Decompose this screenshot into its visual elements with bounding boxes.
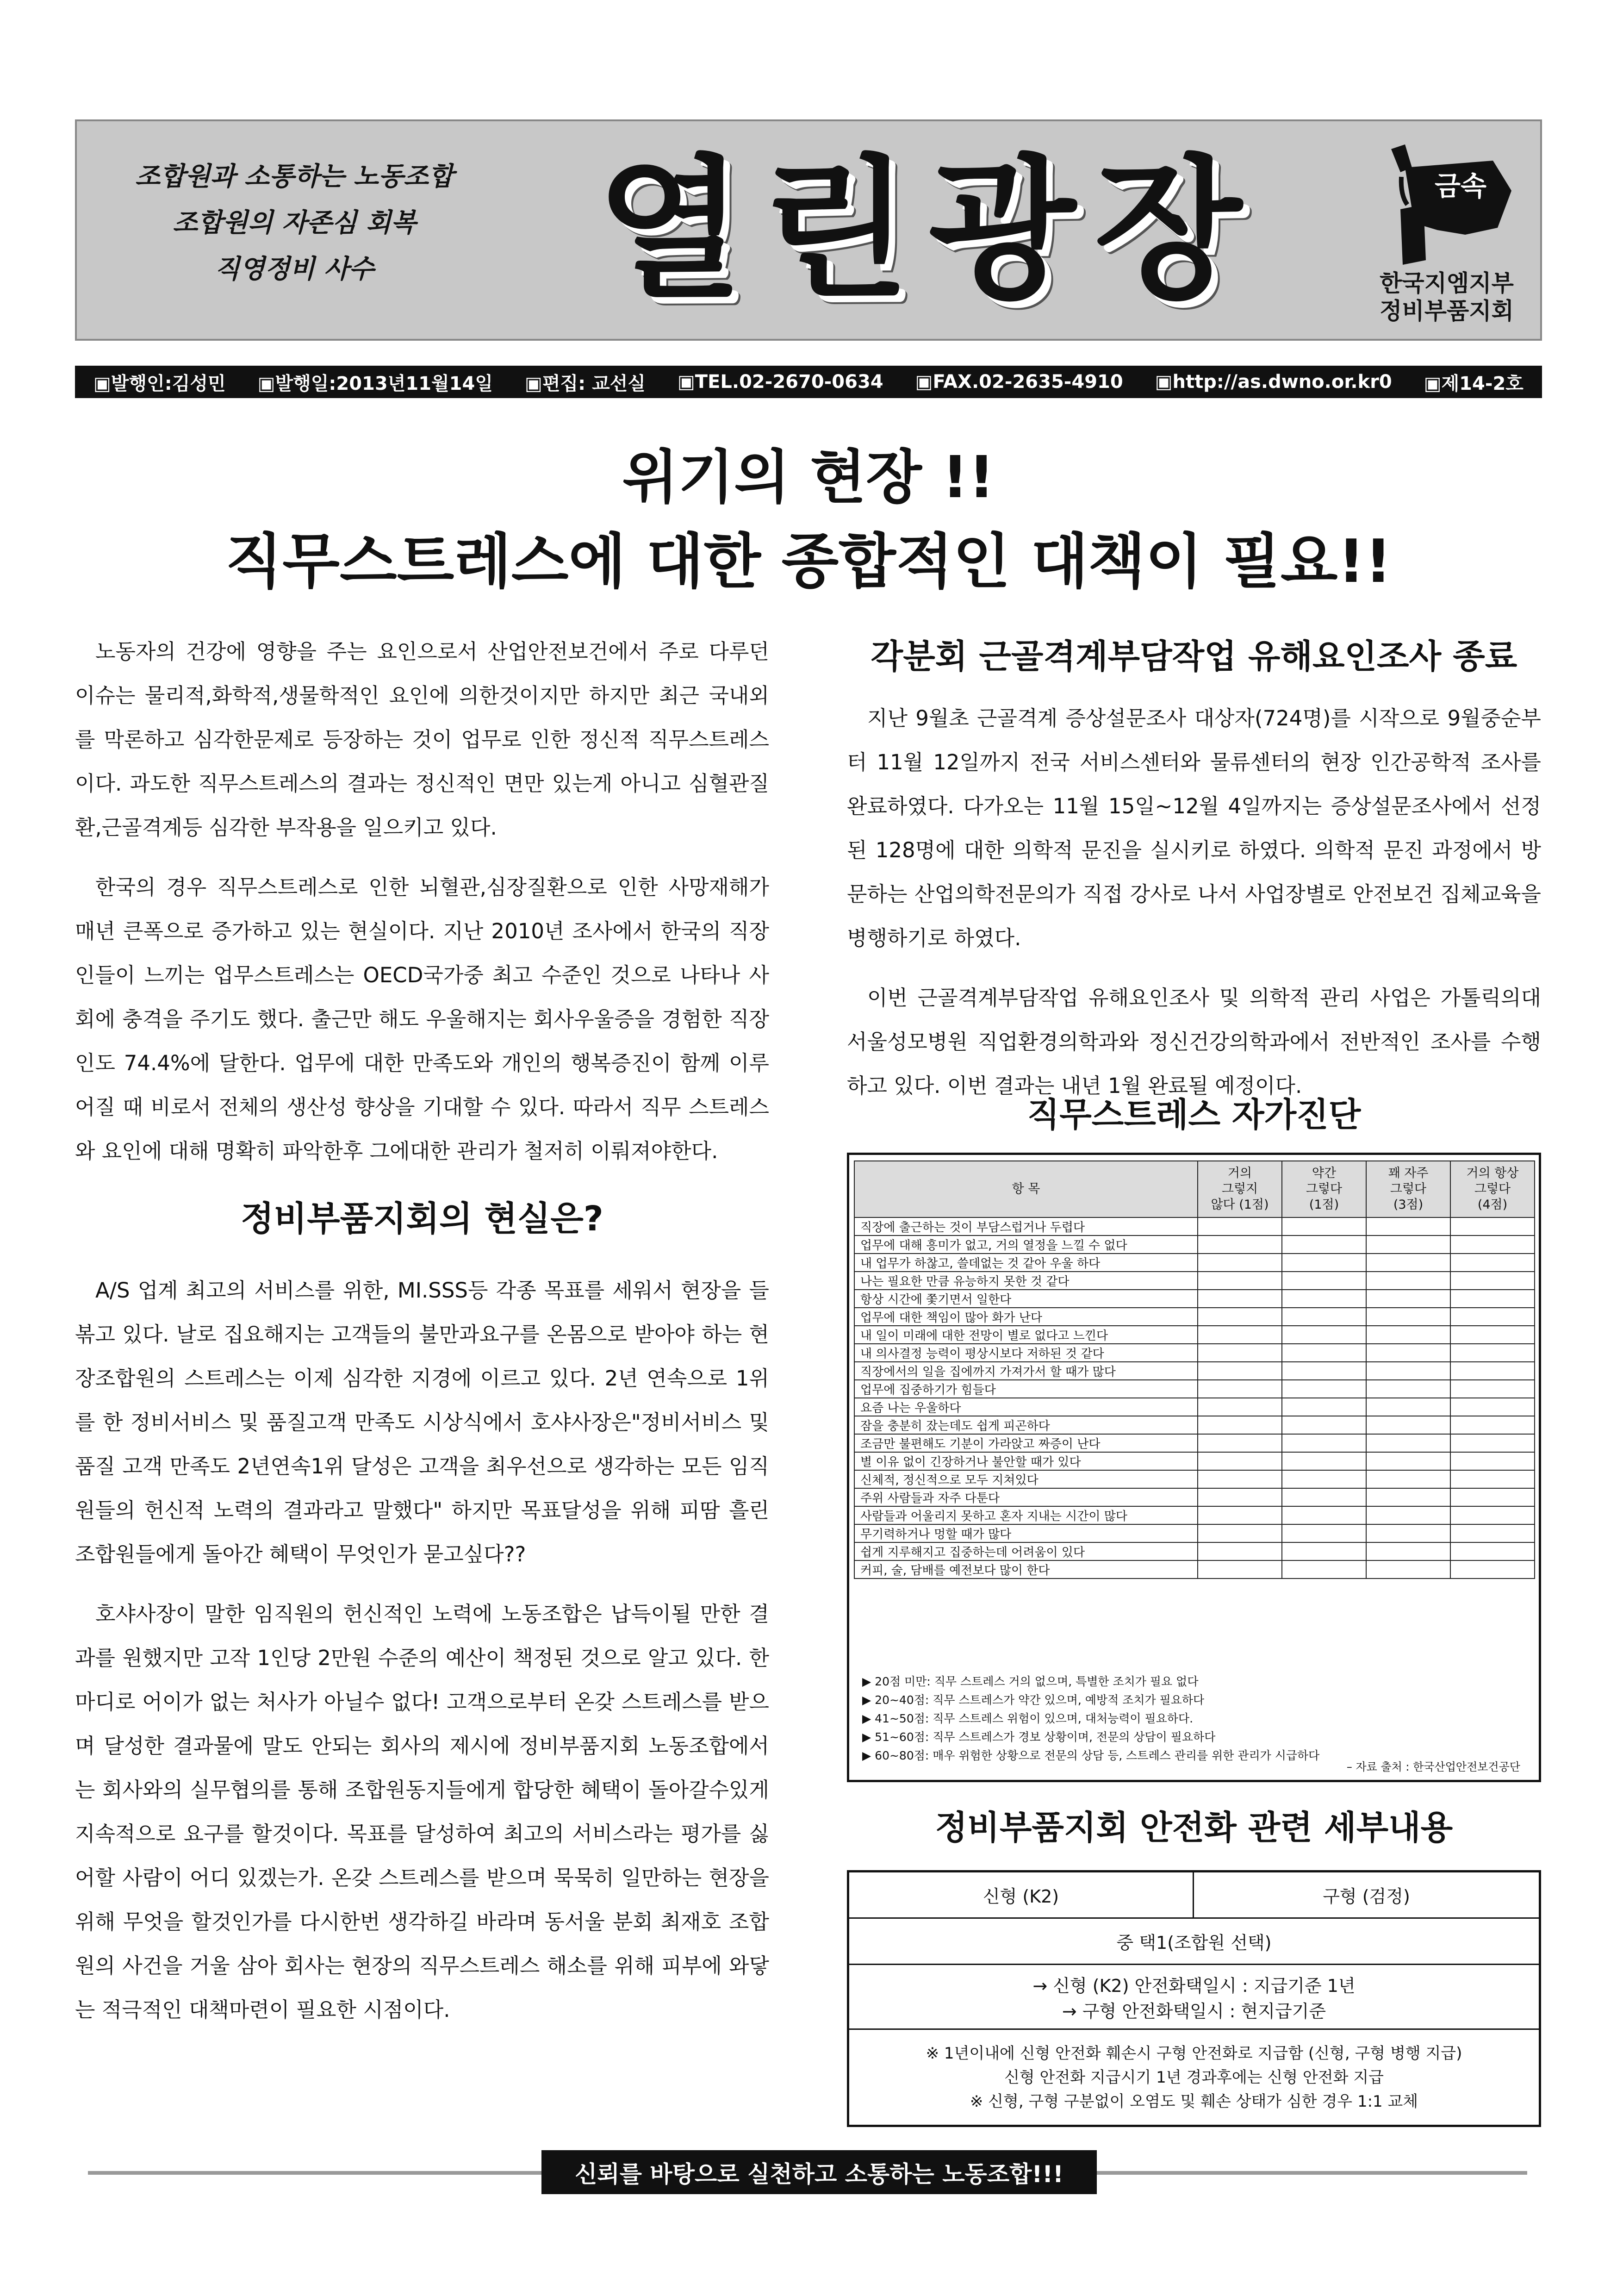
score-cell-3[interactable]: [1366, 1488, 1450, 1506]
shoes-notes-row: [849, 2030, 1539, 2125]
table-row: [854, 1398, 1535, 1416]
score-cell-2[interactable]: [1282, 1308, 1366, 1326]
table-row: [854, 1380, 1535, 1398]
score-cell-1[interactable]: [1198, 1542, 1282, 1560]
table-row: [854, 1488, 1535, 1506]
score-cell-4[interactable]: [1450, 1434, 1535, 1452]
header-item: 항 목: [854, 1161, 1198, 1217]
choice-cell: 중 택1(조합원 선택): [1116, 1933, 1272, 1953]
arrow-line-2: → 구형 안전화택일시 : 현지급기준: [1062, 2001, 1326, 2021]
score-cell-4[interactable]: [1450, 1506, 1535, 1524]
score-cell-3[interactable]: [1366, 1398, 1450, 1416]
diagnosis-item: 업무에 대해 흥미가 없고, 거의 열정을 느낄 수 없다: [854, 1235, 1198, 1254]
score-cell-4[interactable]: [1450, 1398, 1535, 1416]
score-cell-3[interactable]: [1366, 1235, 1450, 1254]
score-cell-4[interactable]: [1450, 1560, 1535, 1578]
score-cell-4[interactable]: [1450, 1416, 1535, 1434]
org-name-line2: 정비부품지회: [1380, 298, 1514, 324]
diagnosis-item: 신체적, 정신적으로 모두 지쳐있다: [854, 1470, 1198, 1488]
score-cell-4[interactable]: [1450, 1235, 1535, 1254]
score-cell-3[interactable]: [1366, 1434, 1450, 1452]
score-cell-1[interactable]: [1198, 1290, 1282, 1308]
score-cell-3[interactable]: [1366, 1344, 1450, 1362]
score-cell-4[interactable]: [1450, 1308, 1535, 1326]
score-cell-3[interactable]: [1366, 1290, 1450, 1308]
score-cell-1[interactable]: [1198, 1235, 1282, 1254]
masthead-slogans: [118, 154, 470, 293]
score-cell-4[interactable]: [1450, 1362, 1535, 1380]
score-cell-1[interactable]: [1198, 1254, 1282, 1272]
score-cell-1[interactable]: [1198, 1344, 1282, 1362]
data-source: – 자료 출처 : 한국산업안전보건공단: [1346, 1760, 1520, 1773]
score-cell-2[interactable]: [1282, 1272, 1366, 1290]
table-row: [854, 1235, 1535, 1254]
score-cell-4[interactable]: [1450, 1344, 1535, 1362]
table-row: [854, 1542, 1535, 1560]
diagnosis-item: 사람들과 어울리지 못하고 혼자 지내는 시간이 많다: [854, 1506, 1198, 1524]
old-type-cell: 구형 (검정): [1323, 1886, 1410, 1907]
score-cell-3[interactable]: [1366, 1542, 1450, 1560]
score-note: ▶ 51~60점: 직무 스트레스가 경보 상황이며, 전문의 상담이 필요하다: [862, 1730, 1216, 1744]
score-cell-2[interactable]: [1282, 1434, 1366, 1452]
score-cell-4[interactable]: [1450, 1542, 1535, 1560]
score-note: ▶ 20점 미만: 직무 스트레스 거의 없으며, 특별한 조치가 필요 없다: [862, 1675, 1199, 1688]
left-column: [75, 630, 769, 2047]
right-heading-safety-shoes: 정비부품지회 안전화 관련 세부내용: [935, 1808, 1453, 1847]
editor: ▣편집: 교선실: [525, 373, 646, 394]
left-paragraph-4: 호샤사장이 말한 임직원의 헌신적인 노력에 노동조합은 납득이될 만한 결과를 원했지만 고작 1인당 2만원 수준의 예산이 책정된 것으로 알고 있다. 한마디로 어이가 없는 처사가 아닐수 없다! 고객으로부터 온갖 스트레스를 받으며 달성한 결과물에 말도 안되는 회사의 제시에 정비부품지회 노동조합에서는 회사와의 실무협의를 통해 조합원동지들에게 합당한 혜택이 돌아갈수있게 지속적으로 요구를 할것이다. 목표를 달성하여 최고의 서비스라는 평가를 싫어할 사람이 어디 있겠는가. 온갖 스트레스를 받으며 묵묵히 일만하는 현장을 위해 무엇을 할것인가를 다시한번 생각하길 바라며 동서울 분회 최재호 조합원의 사건을 거울 삼아 회사는 현장의 직무스트레스 해소를 위해 피부에 와닿는 적극적인 대책마련이 필요한 시점이다.: [75, 1602, 770, 2022]
table-row: [854, 1452, 1535, 1470]
diagnosis-item: 업무에 집중하기가 힘들다: [854, 1380, 1198, 1398]
score-cell-2[interactable]: [1282, 1380, 1366, 1398]
score-cell-4[interactable]: [1450, 1470, 1535, 1488]
headline-line2: 직무스트레스에 대한 종합적인 대책이 필요!!: [225, 527, 1392, 596]
header-score-2: 약간 그렇다 (1점): [1282, 1161, 1366, 1217]
diagnosis-item: 무기력하거나 멍할 때가 많다: [854, 1524, 1198, 1542]
footer-slogan: 신뢰를 바탕으로 실천하고 소통하는 노동조합!!!: [541, 2150, 1097, 2194]
telephone: ▣TEL.02-2670-0634: [678, 371, 883, 393]
score-cell-1[interactable]: [1198, 1416, 1282, 1434]
diagnosis-item: 내 일이 미래에 대한 전망이 별로 없다고 느낀다: [854, 1326, 1198, 1344]
website-link[interactable]: ▣http://as.dwno.or.kr0: [1155, 371, 1392, 393]
table-row: [854, 1506, 1535, 1524]
score-cell-2[interactable]: [1282, 1560, 1366, 1578]
score-cell-1[interactable]: [1198, 1326, 1282, 1344]
header-score-4: 거의 항상 그렇다 (4점): [1450, 1161, 1535, 1217]
diagnosis-item: 요즘 나는 우울하다: [854, 1398, 1198, 1416]
table-row: [854, 1560, 1535, 1578]
score-cell-2[interactable]: [1282, 1235, 1366, 1254]
table-row: [854, 1362, 1535, 1380]
table-row: [854, 1308, 1535, 1326]
score-cell-2[interactable]: [1282, 1326, 1366, 1344]
score-note: ▶ 41~50점: 직무 스트레스 위험이 있으며, 대처능력이 필요하다.: [862, 1712, 1194, 1725]
diagnosis-item: 주위 사람들과 자주 다툰다: [854, 1488, 1198, 1506]
score-cell-3[interactable]: [1366, 1362, 1450, 1380]
score-note: ▶ 20~40점: 직무 스트레스가 약간 있으며, 예방적 조치가 필요하다: [862, 1693, 1205, 1707]
table-row: [854, 1254, 1535, 1272]
right-paragraph-1: 지난 9월초 근골격계 증상설문조사 대상자(724명)를 시작으로 9월중순부터 11월 12일까지 전국 서비스센터와 물류센터의 현장 인간공학적 조사를 완료하였다. 다가오는 11월 15일~12월 4일까지는 증상설문조사에서 선정된 128명에 대한 의학적 문진을 실시키로 하였다. 의학적 문진 과정에서 방문하는 산업의학전문의가 직접 강사로 나서 사업장별로 안전보건 집체교육을 병행하기로 하였다.: [847, 706, 1541, 950]
slogan-1: 조합원과 소통하는 노동조합: [135, 162, 454, 192]
org-name-line1: 한국지엠지부: [1380, 270, 1514, 297]
new-type-cell: 신형 (K2): [849, 1872, 1194, 1917]
score-cell-3[interactable]: [1366, 1506, 1450, 1524]
shoes-choice-row: [849, 1919, 1539, 1965]
diagnosis-item: 업무에 대한 책임이 많아 화가 난다: [854, 1308, 1198, 1326]
left-paragraph-3: A/S 업계 최고의 서비스를 위한, MI.SSS등 각종 목표를 세워서 현장을 들볶고 있다. 날로 집요해지는 고객들의 불만과요구를 온몸으로 받아야 하는 현장조합원의 스트레스는 이제 심각한 지경에 이르고 있다. 2년 연속으로 1위를 한 정비서비스 및 품질고객 만족도 시상식에서 호샤사장은"정비서비스 및 품질 고객 만족도 2년연속1위 달성은 고객을 최우선으로 생각하는 모든 임직원들의 헌신적 노력의 결과라고 말했다" 하지만 목표달성을 위해 피땀 흘린 조합원들에게 돌아간 혜택이 무엇인가 묻고싶다??: [75, 1278, 769, 1566]
newsletter-title: 열린광장: [596, 141, 1261, 319]
arrow-line-1: → 신형 (K2) 안전화택일시 : 지급기준 1년: [1032, 1975, 1356, 1996]
header-score-3: 꽤 자주 그렇다 (3점): [1366, 1161, 1450, 1217]
header-score-1: 거의 그렇지 않다 (1점): [1198, 1161, 1282, 1217]
score-cell-2[interactable]: [1282, 1452, 1366, 1470]
score-cell-1[interactable]: [1198, 1452, 1282, 1470]
score-cell-4[interactable]: [1450, 1488, 1535, 1506]
table-row: [854, 1326, 1535, 1344]
table-row: [854, 1470, 1535, 1488]
right-column: [847, 630, 1541, 1123]
table-row: [854, 1524, 1535, 1542]
publish-date: ▣발행일:2013년11월14일: [257, 373, 493, 394]
table-row: [854, 1416, 1535, 1434]
diagnosis-item: 내 업무가 하찮고, 쓸데없는 것 같아 우울 하다: [854, 1254, 1198, 1272]
right-paragraph-2: 이번 근골격계부담작업 유해요인조사 및 의학적 관리 사업은 가톨릭의대 서울성모병원 직업환경의학과와 정신건강의학과에서 전반적인 조사를 수행하고 있다. 이번 결과는 내년 1월 완료될 예정이다.: [847, 986, 1541, 1098]
score-cell-4[interactable]: [1450, 1217, 1535, 1235]
score-cell-1[interactable]: [1198, 1217, 1282, 1235]
slogan-2: 조합원의 자존심 회복: [173, 208, 416, 238]
score-cell-2[interactable]: [1282, 1362, 1366, 1380]
score-cell-3[interactable]: [1366, 1560, 1450, 1578]
diagnosis-item: 커피, 술, 담배를 예전보다 많이 한다: [854, 1560, 1198, 1578]
score-cell-1[interactable]: [1198, 1308, 1282, 1326]
headline-line1: 위기의 현장 !!: [622, 444, 995, 511]
score-cell-2[interactable]: [1282, 1542, 1366, 1560]
shoes-note-3: ※ 신형, 구형 구분없이 오염도 및 훼손 상태가 심한 경우 1:1 교체: [970, 2092, 1418, 2111]
score-note: ▶ 60~80점: 매우 위험한 상황으로 전문의 상담 등, 스트레스 관리를 위한 관리가 시급하다: [862, 1749, 1320, 1762]
score-cell-2[interactable]: [1282, 1344, 1366, 1362]
table-row: [854, 1272, 1535, 1290]
diagnosis-item: 나는 필요한 만큼 유능하지 못한 것 같다: [854, 1272, 1198, 1290]
score-cell-3[interactable]: [1366, 1326, 1450, 1344]
score-cell-2[interactable]: [1282, 1416, 1366, 1434]
score-cell-2[interactable]: [1282, 1398, 1366, 1416]
issue-number: ▣제14-2호: [1424, 373, 1524, 394]
score-cell-3[interactable]: [1366, 1470, 1450, 1488]
score-cell-2[interactable]: [1282, 1254, 1366, 1272]
score-cell-3[interactable]: [1366, 1272, 1450, 1290]
left-paragraph-1: 노동자의 건강에 영향을 주는 요인으로서 산업안전보건에서 주로 다루던 이슈는 물리적,화학적,생물학적인 요인에 의한것이지만 하지만 최근 국내외를 막론하고 심각한문제로 등장하는 것이 업무로 인한 정신적 직무스트레스이다. 과도한 직무스트레스의 결과는 정신적인 면만 있는게 아니고 심혈관질환,근골격계등 심각한 부작용을 일으키고 있다.: [75, 639, 769, 840]
table-row: [854, 1344, 1535, 1362]
score-cell-1[interactable]: [1198, 1272, 1282, 1290]
score-cell-1[interactable]: [1198, 1434, 1282, 1452]
diagnosis-item: 직장에서의 일을 집에까지 가져가서 할 때가 많다: [854, 1362, 1198, 1380]
stress-self-diagnosis-box: [847, 1153, 1541, 1782]
score-cell-1[interactable]: [1198, 1398, 1282, 1416]
shoes-note-1: ※ 1년이내에 신형 안전화 훼손시 구형 안전화로 지급함 (신형, 구형 병행 지급): [926, 2044, 1462, 2063]
diagnosis-item: 직장에 출근하는 것이 부담스럽거나 두렵다: [854, 1217, 1198, 1235]
shoes-arrow-row: [849, 1965, 1539, 2030]
score-cell-1[interactable]: [1198, 1506, 1282, 1524]
score-cell-4[interactable]: [1450, 1272, 1535, 1290]
publication-info-bar: [75, 366, 1542, 398]
right-heading-msd-survey: 각분회 근골격계부담작업 유해요인조사 종료: [871, 637, 1517, 676]
score-cell-3[interactable]: [1366, 1416, 1450, 1434]
table-body: [854, 1217, 1535, 1578]
score-cell-4[interactable]: [1450, 1452, 1535, 1470]
score-cell-3[interactable]: [1366, 1254, 1450, 1272]
score-cell-1[interactable]: [1198, 1524, 1282, 1542]
score-cell-3[interactable]: [1366, 1217, 1450, 1235]
diagnosis-item: 조금만 불편해도 기분이 가라앉고 짜증이 난다: [854, 1434, 1198, 1452]
diagnosis-item: 항상 시간에 쫓기면서 일한다: [854, 1290, 1198, 1308]
fax: ▣FAX.02-2635-4910: [915, 371, 1123, 393]
score-cell-1[interactable]: [1198, 1362, 1282, 1380]
table-row: [854, 1434, 1535, 1452]
score-cell-3[interactable]: [1366, 1524, 1450, 1542]
diagnosis-item: 별 이유 없이 긴장하거나 불안할 때가 있다: [854, 1452, 1198, 1470]
shoes-note-2: 신형 안전화 지급시기 1년 경과후에는 신형 안전화 지급: [1004, 2068, 1384, 2087]
score-cell-2[interactable]: [1282, 1290, 1366, 1308]
score-guide-notes: [862, 1672, 1529, 1765]
score-cell-1[interactable]: [1198, 1470, 1282, 1488]
masthead: [75, 119, 1542, 341]
score-cell-3[interactable]: [1366, 1452, 1450, 1470]
safety-shoes-table: [847, 1870, 1541, 2127]
score-cell-1[interactable]: [1198, 1488, 1282, 1506]
logo-text: 금속: [1434, 170, 1487, 202]
score-cell-2[interactable]: [1282, 1470, 1366, 1488]
table-row: [854, 1217, 1535, 1235]
right-heading-self-diagnosis: 직무스트레스 자가진단: [1027, 1095, 1361, 1134]
left-subheading: 정비부품지회의 현실은?: [241, 1199, 603, 1239]
score-cell-2[interactable]: [1282, 1217, 1366, 1235]
score-cell-4[interactable]: [1450, 1524, 1535, 1542]
score-cell-1[interactable]: [1198, 1380, 1282, 1398]
score-cell-4[interactable]: [1450, 1380, 1535, 1398]
stress-self-diagnosis-table: [854, 1160, 1535, 1579]
diagnosis-item: 쉽게 지루해지고 집중하는데 어려움이 있다: [854, 1542, 1198, 1560]
score-cell-2[interactable]: [1282, 1506, 1366, 1524]
score-cell-1[interactable]: [1198, 1560, 1282, 1578]
table-row: [854, 1290, 1535, 1308]
score-cell-3[interactable]: [1366, 1380, 1450, 1398]
slogan-3: 직영정비 사수: [214, 254, 374, 284]
score-cell-4[interactable]: [1450, 1326, 1535, 1344]
score-cell-4[interactable]: [1450, 1254, 1535, 1272]
diagnosis-item: 잠을 충분히 잤는데도 쉽게 피곤하다: [854, 1416, 1198, 1434]
diagnosis-item: 내 의사결정 능력이 평상시보다 저하된 것 같다: [854, 1344, 1198, 1362]
score-cell-2[interactable]: [1282, 1524, 1366, 1542]
left-paragraph-2: 한국의 경우 직무스트레스로 인한 뇌혈관,심장질환으로 인한 사망재해가 매년 큰폭으로 증가하고 있는 현실이다. 지난 2010년 조사에서 한국의 직장인들이 느끼는 업무스트레스는 OECD국가중 최고 수준인 것으로 나타나 사회에 충격을 주기도 했다. 출근만 해도 우울해지는 회사우울증을 경험한 직장인도 74.4%에 달한다. 업무에 대한 만족도와 개인의 행복증진이 함께 이루어질 때 비로서 전체의 생산성 향상을 기대할 수 있다. 따라서 직무 스트레스와 요인에 대해 명확히 파악한후 그에대한 관리가 철저히 이뤄져야한다.: [75, 875, 769, 1163]
publisher: ▣발행인:김성민: [93, 373, 226, 394]
score-cell-3[interactable]: [1366, 1308, 1450, 1326]
shoes-type-row: [849, 1872, 1539, 1919]
score-cell-2[interactable]: [1282, 1488, 1366, 1506]
table-header-row: [854, 1161, 1535, 1217]
score-cell-4[interactable]: [1450, 1290, 1535, 1308]
